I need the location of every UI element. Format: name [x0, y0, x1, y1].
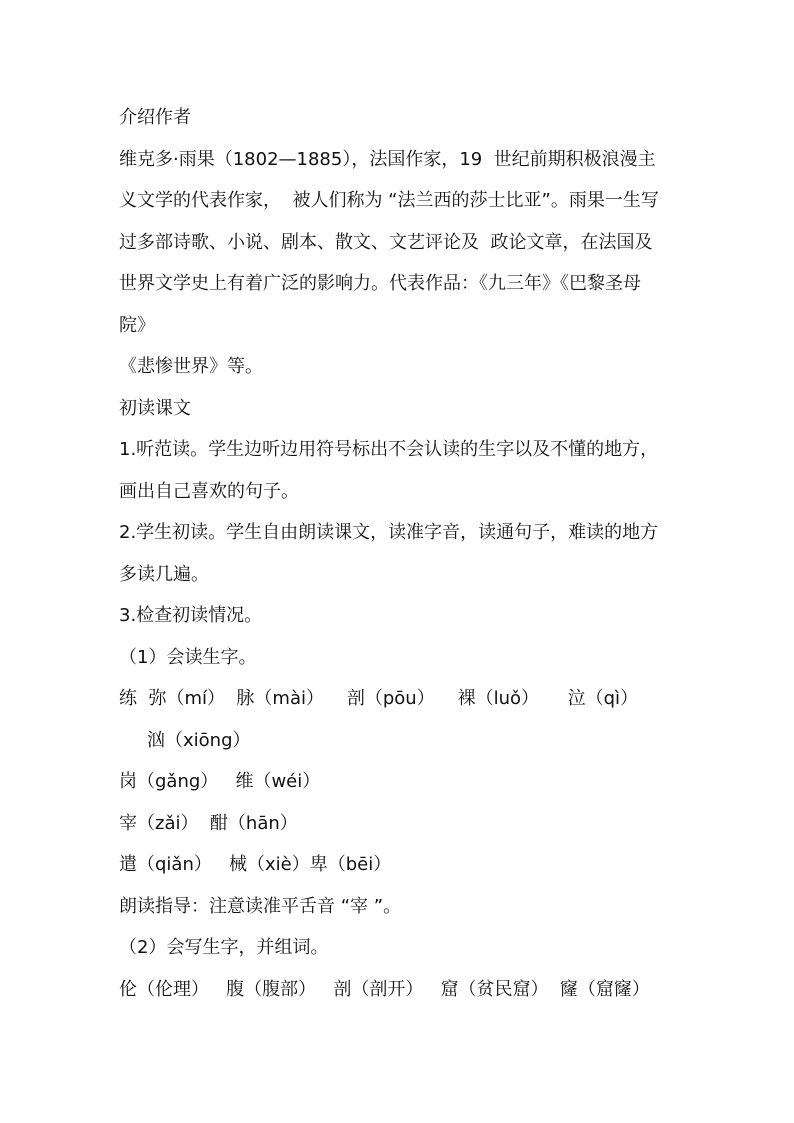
- section-heading-first-reading: 初读课文: [119, 398, 191, 419]
- vocabulary-line: 遣（qiǎn） 械（xiè）卑（bēi）: [119, 854, 392, 875]
- paragraph-line: 多读几遍。: [119, 564, 209, 585]
- section-heading-author: 介绍作者: [119, 107, 191, 128]
- paragraph-line: 《悲惨世界》等。: [119, 356, 263, 377]
- reading-guidance: 朗读指导：注意读准平舌音 “宰 ”。: [119, 896, 402, 917]
- sub-heading: （1）会读生字。: [119, 647, 257, 668]
- vocabulary-line: 宰（zǎi） 酣（hān）: [119, 813, 298, 834]
- paragraph-line: 世界文学史上有着广泛的影响力。代表作品：《九三年》《巴黎圣母: [119, 273, 641, 294]
- vocabulary-line: 伦（伦理） 腹（腹部） 剖（剖开） 窟（贫民窟） 窿（窟窿）: [119, 979, 650, 1000]
- sub-heading: （2）会写生字，并组词。: [119, 937, 329, 958]
- paragraph-line: 画出自己喜欢的句子。: [119, 481, 299, 502]
- paragraph-line: 3.检查初读情况。: [119, 605, 263, 626]
- vocabulary-line: 汹（xiōng）: [147, 730, 251, 751]
- vocabulary-line: 练 弥（mí） 脉（mài） 剖（pōu） 裸（luǒ） 泣（qì）: [119, 688, 639, 709]
- paragraph-line: 维克多·雨果（1802—1885），法国作家，19 世纪前期积极浪漫主: [119, 149, 656, 170]
- paragraph-line: 2.学生初读。学生自由朗读课文，读准字音，读通句子，难读的地方: [119, 522, 659, 543]
- paragraph-line: 1.听范读。学生边听边用符号标出不会认读的生字以及不懂的地方，: [119, 439, 659, 460]
- paragraph-line: 过多部诗歌、小说、剧本、散文、文艺评论及 政论文章，在法国及: [119, 232, 653, 253]
- paragraph-line: 院》: [119, 315, 155, 336]
- vocabulary-line: 岗（gǎng） 维（wéi）: [119, 771, 321, 792]
- paragraph-line: 义文学的代表作家， 被人们称为 “法兰西的莎士比亚”。雨果一生写: [119, 190, 659, 211]
